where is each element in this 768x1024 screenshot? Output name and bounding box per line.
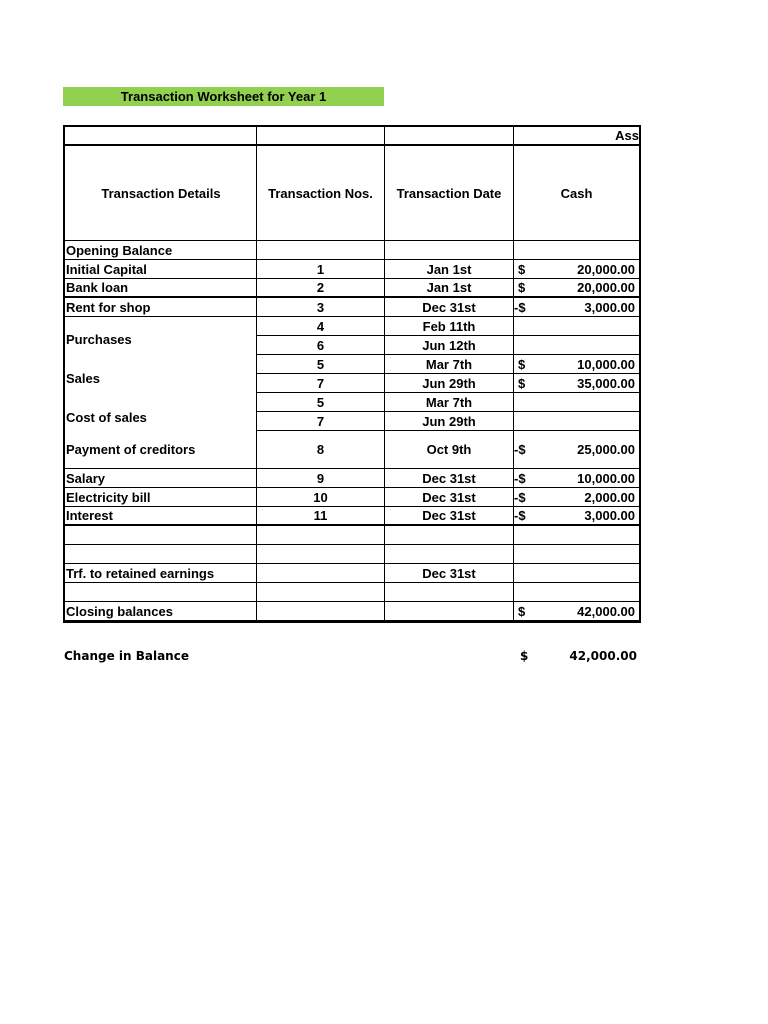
row-cash — [513, 602, 641, 620]
group-header-row — [63, 127, 641, 146]
row-cash — [513, 298, 641, 316]
row-transaction-date: Jun 29th — [384, 412, 513, 430]
table-row — [63, 241, 641, 260]
table-row — [63, 431, 641, 469]
cash-currency: $ — [518, 261, 526, 277]
cash-currency: -$ — [514, 508, 526, 523]
row-transaction-date: Dec 31st — [384, 564, 513, 582]
table-row — [63, 545, 641, 564]
row-transaction-no — [256, 602, 384, 620]
row-transaction-no — [256, 583, 384, 601]
table-row — [63, 583, 641, 602]
cash-currency: -$ — [514, 489, 526, 505]
table-row — [63, 507, 641, 526]
row-details: Salary — [63, 469, 256, 487]
row-cash — [513, 374, 641, 392]
col-transaction-details: Transaction Details — [63, 146, 256, 240]
table-row — [63, 602, 641, 621]
row-cash — [513, 488, 641, 506]
row-details: Trf. to retained earnings — [63, 564, 256, 582]
row-details: Rent for shop — [63, 298, 256, 316]
table-row — [63, 260, 641, 279]
cash-amount: 42,000.00 — [577, 603, 635, 619]
cash-amount: 25,000.00 — [577, 442, 635, 457]
row-transaction-date — [384, 583, 513, 601]
row-transaction-date: Mar 7th — [384, 355, 513, 373]
table-row — [63, 298, 641, 317]
row-transaction-date — [384, 545, 513, 563]
row-cash — [513, 469, 641, 487]
row-transaction-date: Mar 7th — [384, 393, 513, 411]
row-transaction-no: 7 — [256, 412, 384, 430]
row-cash — [513, 260, 641, 278]
row-transaction-date: Jan 1st — [384, 260, 513, 278]
row-details — [63, 583, 256, 601]
cash-amount: 3,000.00 — [584, 299, 635, 315]
change-amount: 42,000.00 — [569, 649, 637, 663]
cash-amount: 10,000.00 — [577, 356, 635, 372]
row-transaction-no: 10 — [256, 488, 384, 506]
row-transaction-date: Oct 9th — [384, 431, 513, 468]
column-header-row — [63, 146, 641, 241]
transaction-table — [63, 125, 641, 623]
cash-amount: 35,000.00 — [577, 375, 635, 391]
change-currency: $ — [520, 649, 529, 663]
row-transaction-no: 8 — [256, 431, 384, 468]
row-transaction-date: Dec 31st — [384, 488, 513, 506]
row-transaction-date: Dec 31st — [384, 469, 513, 487]
cash-amount: 2,000.00 — [584, 489, 635, 505]
row-details: Initial Capital — [63, 260, 256, 278]
col-transaction-nos: Transaction Nos. — [256, 146, 384, 240]
row-transaction-no — [256, 545, 384, 563]
row-details: Payment of creditors — [63, 431, 256, 468]
row-transaction-date — [384, 526, 513, 544]
cash-currency: $ — [518, 603, 526, 619]
row-transaction-date: Jun 29th — [384, 374, 513, 392]
row-cash — [513, 412, 641, 430]
row-transaction-no: 6 — [256, 336, 384, 354]
row-transaction-no: 5 — [256, 355, 384, 373]
row-details: Electricity bill — [63, 488, 256, 506]
row-cash — [513, 241, 641, 259]
row-transaction-no — [256, 564, 384, 582]
row-transaction-no: 9 — [256, 469, 384, 487]
cash-currency: $ — [518, 356, 526, 372]
row-transaction-date — [384, 241, 513, 259]
cash-amount: 10,000.00 — [577, 470, 635, 486]
assets-group-label: Ass — [615, 128, 639, 143]
merged-sales: Sales — [63, 359, 256, 397]
row-transaction-no: 3 — [256, 298, 384, 316]
row-cash — [513, 336, 641, 354]
row-cash — [513, 507, 641, 524]
row-transaction-date: Jan 1st — [384, 279, 513, 296]
row-transaction-no: 4 — [256, 317, 384, 335]
row-transaction-no: 5 — [256, 393, 384, 411]
row-transaction-date: Feb 11th — [384, 317, 513, 335]
cash-currency: $ — [518, 375, 526, 391]
row-transaction-no: 7 — [256, 374, 384, 392]
merged-purchases: Purchases — [63, 320, 256, 358]
row-cash — [513, 317, 641, 335]
row-cash — [513, 279, 641, 296]
row-transaction-no: 1 — [256, 260, 384, 278]
cash-currency: -$ — [514, 299, 526, 315]
row-transaction-no: 11 — [256, 507, 384, 524]
table-row — [63, 469, 641, 488]
table-body — [63, 241, 641, 621]
row-transaction-no — [256, 241, 384, 259]
row-details: Bank loan — [63, 279, 256, 296]
row-details — [63, 545, 256, 563]
row-cash — [513, 583, 641, 601]
row-transaction-no: 2 — [256, 279, 384, 296]
table-row — [63, 488, 641, 507]
row-cash — [513, 355, 641, 373]
row-cash — [513, 545, 641, 563]
cash-currency: -$ — [514, 470, 526, 486]
cash-currency: $ — [518, 280, 526, 295]
cash-amount: 20,000.00 — [577, 280, 635, 295]
change-in-balance — [63, 648, 641, 666]
table-row — [63, 564, 641, 583]
row-details — [63, 526, 256, 544]
row-cash — [513, 393, 641, 411]
cash-currency: -$ — [514, 442, 526, 457]
row-cash — [513, 431, 641, 468]
row-transaction-date: Dec 31st — [384, 298, 513, 316]
row-details: Opening Balance — [63, 241, 256, 259]
change-label: Change in Balance — [64, 649, 189, 663]
cash-amount: 3,000.00 — [584, 508, 635, 523]
table-row — [63, 526, 641, 545]
col-transaction-date: Transaction Date — [384, 146, 513, 240]
worksheet-title: Transaction Worksheet for Year 1 — [63, 87, 384, 106]
row-transaction-date: Jun 12th — [384, 336, 513, 354]
cash-amount: 20,000.00 — [577, 261, 635, 277]
row-cash — [513, 564, 641, 582]
merged-cost-of-sales: Cost of sales — [63, 398, 256, 436]
col-cash: Cash — [513, 146, 641, 240]
row-cash — [513, 526, 641, 544]
row-details: Closing balances — [63, 602, 256, 620]
row-transaction-date — [384, 602, 513, 620]
row-transaction-date: Dec 31st — [384, 507, 513, 524]
table-row — [63, 279, 641, 298]
row-transaction-no — [256, 526, 384, 544]
row-details: Interest — [63, 507, 256, 524]
